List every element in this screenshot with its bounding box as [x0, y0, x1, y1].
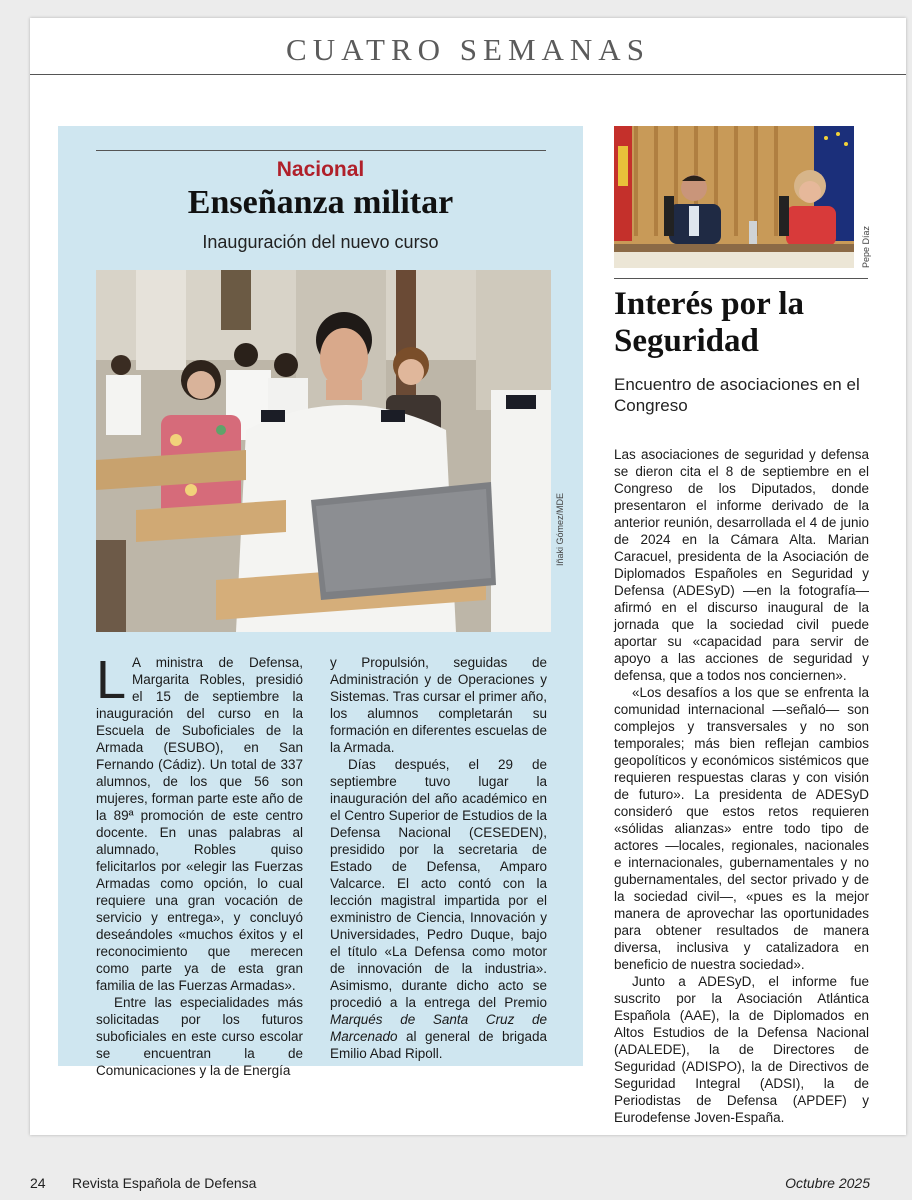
- award-name: Marqués de Santa Cruz de Marcenado: [330, 1012, 547, 1044]
- congress-photo: [614, 126, 854, 268]
- photo-credit: Iñaki Gómez/MDE: [555, 492, 565, 566]
- congress-photo-illustration: [614, 126, 854, 268]
- article-subhead: Encuentro de asociaciones en el Congreso: [614, 375, 860, 415]
- paragraph: Las asociaciones de seguridad y defensa se dieron cita el 8 de septiembre en el Congreso de los Diputados, donde presentaron el informe derivado de la anterior reunión, desarrollada el 4 de junio de 2024 en la Cámara Alta. Marian Caracuel, presidenta de la Asociación de Diplomados Españoles en Seguridad y Defensa (ADESyD) —en la fotografía— afirmó en el discurso inaugural de la jornada que la sociedad civil puede aportar su «capacidad para servir de apoyo a las acciones de seguridad y defensa, que a todos nos conciernen».: [614, 447, 869, 683]
- classroom-photo-illustration: [96, 270, 551, 632]
- classroom-photo: [96, 270, 551, 632]
- magazine-page: [30, 18, 906, 1135]
- issue-date: Octubre 2025: [785, 1175, 870, 1191]
- article-subhead: Inauguración del nuevo curso: [202, 232, 439, 252]
- photo-credit: Pepe Díaz: [861, 225, 871, 268]
- right-article-rule: [614, 278, 868, 279]
- paragraph: y Propulsión, seguidas de Administración y de Operaciones y Sistemas. Tras cursar el primer año, los alumnos completarán su formación en diferentes escuelas de la Armada.: [330, 655, 547, 755]
- page-number: 24: [30, 1175, 46, 1191]
- paragraph: [330, 756, 547, 1062]
- left-column-1: [96, 650, 303, 1079]
- left-article-box: [58, 126, 583, 1078]
- paragraph: «Los desafíos a los que se enfrenta la comunidad internacional —señaló— son complejos y transversales y no son temporales; más bien reflejan cambios geopolíticos y económicos sistémicos que requieren respuestas claras y con visión de futuro». La presidenta de ADESyD consideró que estos retos requieren «sólidas alianzas» entre todo tipo de actores —locales, regionales, nacionales e internacionales, gubernamentales y no gubernamentales, del sector privado y de la sociedad civil—, «pues es la mejor manera de aprovechar las oportunidades para obtener resultados de manera diversa, inclusiva y catalizadora en beneficio de nuestra sociedad».: [614, 685, 869, 972]
- right-column: [614, 446, 869, 1126]
- paragraph: Junto a ADESyD, el informe fue suscrito por la Asociación Atlántica Española (AAE), la de Diplomados en Altos Estudios de la Defensa Nacional (ADALEDE), la de Directores de Seguridad (ADISPO), la de Directivos de Seguridad Integral (ADSI), la de Periodistas de Defensa (APDEF) y Eurodefense Joven-España.: [614, 974, 869, 1125]
- left-column-2: [330, 654, 547, 1062]
- article-kicker: Nacional: [276, 158, 365, 181]
- article-headline: Interés por la Seguridad: [614, 286, 805, 359]
- section-title: CUATRO SEMANAS: [286, 32, 650, 67]
- paragraph-text: A ministra de Defensa, Margarita Robles, presidió el 15 de septiembre la inauguración del curso en la Escuela de Suboficiales de la Armada (ESUBO), en San Fernando (Cádiz). Un total de 337 alumnos, de los que 56 son mujeres, forman parte este año de la 89ª promoción de este centro docente. En unas palabras al alumnado, Robles quiso felicitarlos por «elegir las Fuerzas Armadas como opción, lo cual requiere una gran vocación de servicio y entrega», y concluyó deseándoles «muchos éxitos y el reconocimiento que merecen como parte ya de esta gran familia de las Fuerzas Armadas».: [96, 655, 303, 993]
- paragraph-text: Días después, el 29 de septiembre tuvo lugar la inauguración del año académico en el Centro Superior de Estudios de la Defensa Nacional (CESEDEN), presidido por la secretaria de Estado de Defensa, Amparo Valcarce. El acto contó con la lección magistral impartida por el exministro de Ciencia, Innovación y Universidades, Pedro Duque, bajo el título «La Defensa como motor de innovación de la industria». Asimismo, durante dicho acto se procedió a la entrega del Premio: [330, 757, 547, 1010]
- article-headline: Enseñanza militar: [187, 184, 454, 221]
- paragraph: [96, 650, 303, 994]
- paragraph: Entre las especialidades más solicitadas por los futuros suboficiales en este curso escolar se encuentran la de Comunicaciones y la de Energía: [96, 995, 303, 1078]
- drop-cap: L: [96, 650, 127, 710]
- publication-name: Revista Española de Defensa: [72, 1175, 257, 1191]
- paragraph-text-end: al general de brigada Emilio Abad Ripoll.: [330, 1029, 547, 1061]
- header-divider: [30, 74, 906, 75]
- left-article-rule: [96, 150, 546, 151]
